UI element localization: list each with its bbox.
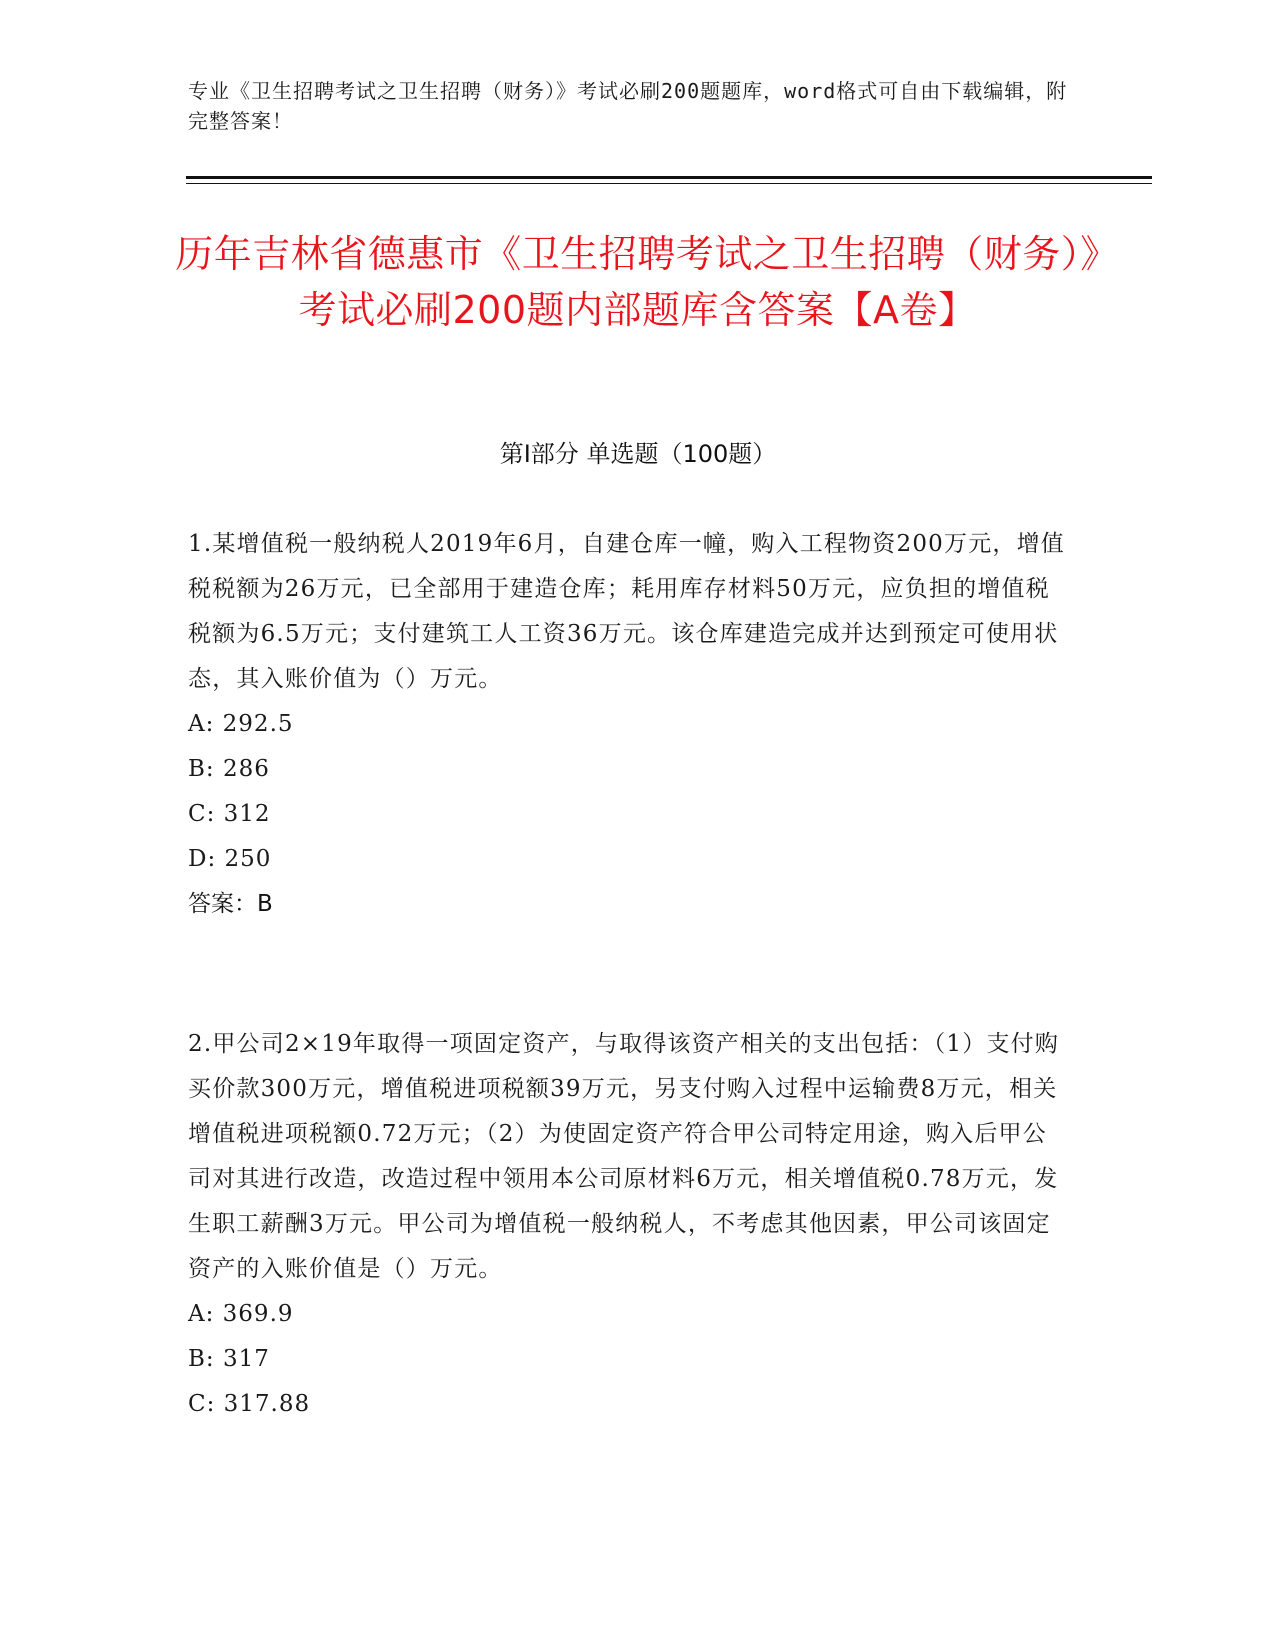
option-b: B: 286 [188, 756, 270, 782]
option-d: D: 250 [188, 846, 272, 872]
document-title: 历年吉林省德惠市《卫生招聘考试之卫生招聘（财务）》考试必刷200题内部题库含答案【A卷】 [175, 232, 1100, 332]
option-a: A: 292.5 [188, 711, 294, 737]
question-2 [188, 1022, 1068, 1427]
option-c: C: 317.88 [188, 1391, 311, 1417]
header-note: 专业《卫生招聘考试之卫生招聘（财务）》考试必刷200题题库，word格式可自由下载编辑，附完整答案！ [188, 79, 1068, 133]
section-title: 第Ⅰ部分 单选题（100题） [499, 440, 777, 468]
option-a: A: 369.9 [188, 1301, 294, 1327]
option-b: B: 317 [188, 1346, 270, 1372]
question-1 [188, 522, 1068, 927]
answer-line: 答案：B [188, 891, 273, 917]
header-rule-thin [186, 183, 1152, 184]
header-rule-thick [186, 176, 1152, 179]
question-stem: 2.甲公司2×19年取得一项固定资产，与取得该资产相关的支出包括：（1）支付购买价款300万元，增值税进项税额39万元，另支付购入过程中运输费8万元，相关增值税进项税额0.72万元；（2）为使固定资产符合甲公司特定用途，购入后甲公司对其进行改造，改造过程中领用本公司原材料6万元，相关增值税0.78万元，发生职工薪酬3万元。甲公司为增值税一般纳税人，不考虑其他因素，甲公司该固定资产的入账价值是（）万元。 [188, 1031, 1060, 1282]
question-stem: 1.某增值税一般纳税人2019年6月，自建仓库一幢，购入工程物资200万元，增值税税额为26万元，已全部用于建造仓库；耗用库存材料50万元，应负担的增值税税额为6.5万元；支付建筑工人工资36万元。该仓库建造完成并达到预定可使用状态，其入账价值为（）万元。 [188, 531, 1066, 692]
option-c: C: 312 [188, 801, 271, 827]
